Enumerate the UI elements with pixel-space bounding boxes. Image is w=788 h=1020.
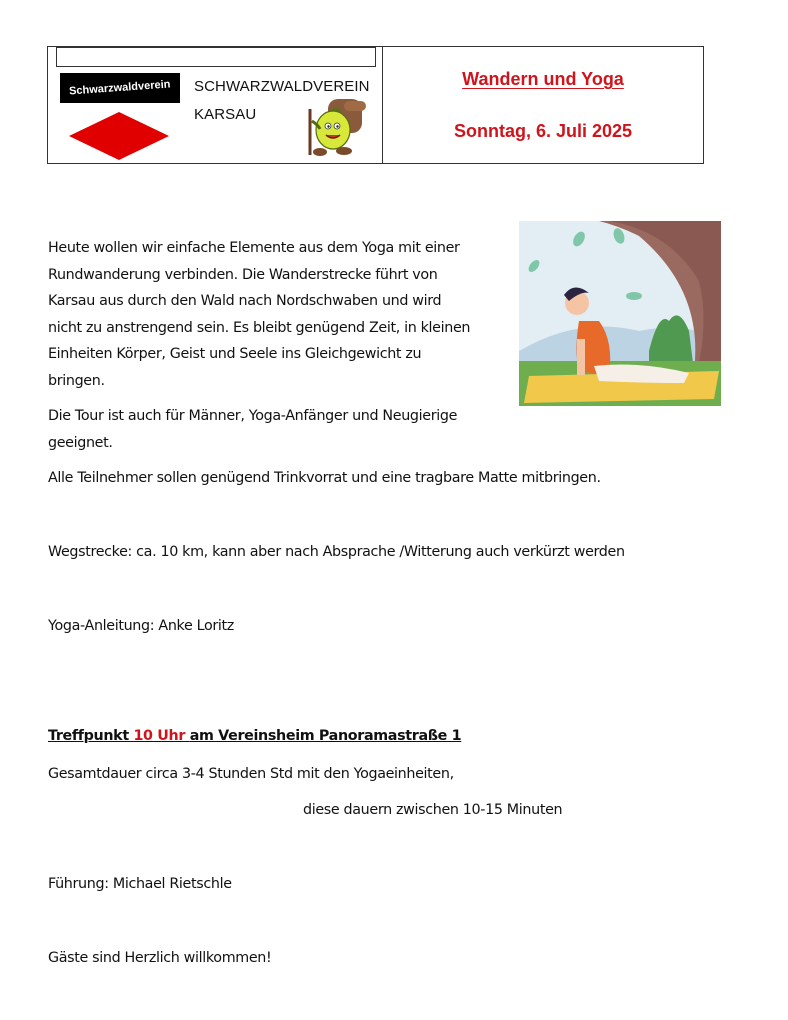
intro-paragraph: [48, 235, 518, 394]
yoga-illustration: [519, 221, 721, 406]
header-table: [47, 46, 704, 164]
event-title: Wandern und Yoga: [462, 69, 624, 89]
intro-line: Heute wollen wir einfache Elemente aus dem Yoga mit einer: [48, 240, 460, 256]
meeting-point: [48, 723, 461, 750]
intro-line: bringen.: [48, 372, 105, 389]
intro-line: Karsau aus durch den Wald nach Nordschwaben und wird: [48, 293, 442, 309]
header-right-cell: [383, 47, 703, 163]
club-logo: [60, 73, 180, 103]
tour-line: Die Tour ist auch für Männer, Yoga-Anfänger und Neugierige: [48, 408, 458, 424]
hiking-pear-mascot-icon: [300, 97, 370, 159]
event-date: Sonntag, 6. Juli 2025: [453, 121, 633, 141]
tour-paragraph: [48, 403, 518, 456]
meeting-suffix: am Vereinsheim Panoramastraße 1: [189, 728, 462, 744]
equipment-text: Alle Teilnehmer sollen genügend Trinkvorrat und eine tragbare Matte mitbringen.: [48, 470, 601, 486]
instructor-text: Yoga-Anleitung: Anke Loritz: [48, 618, 234, 634]
welcome-text: Gäste sind Herzlich willkommen!: [48, 950, 272, 966]
club-logo-text: Schwarzwaldverein: [68, 78, 172, 98]
intro-line: Einheiten Körper, Geist und Seele ins Gleichgewicht zu: [48, 346, 422, 362]
duration-text: Gesamtdauer circa 3-4 Stunden Std mit den Yogaeinheiten,: [48, 766, 454, 782]
meeting-time: 10 Uhr: [133, 728, 190, 744]
duration-detail-text: diese dauern zwischen 10-15 Minuten: [303, 802, 563, 818]
intro-line: nicht zu anstrengend sein. Es bleibt genügend Zeit, in kleinen: [48, 319, 471, 336]
route-text: Wegstrecke: ca. 10 km, kann aber nach Absprache /Witterung auch verkürzt werden: [48, 544, 625, 560]
tour-line: geeignet.: [48, 434, 113, 451]
empty-text-box: [56, 47, 376, 67]
intro-line: Rundwanderung verbinden. Die Wanderstrecke führt von: [48, 266, 438, 283]
red-diamond-icon: [68, 111, 170, 161]
header-left-cell: [48, 47, 383, 163]
club-name-line2: KARSAU: [194, 106, 257, 123]
club-name-line1: SCHWARZWALDVEREIN: [194, 78, 370, 95]
guide-text: Führung: Michael Rietschle: [48, 876, 232, 892]
meeting-prefix: Treffpunkt: [48, 728, 134, 744]
